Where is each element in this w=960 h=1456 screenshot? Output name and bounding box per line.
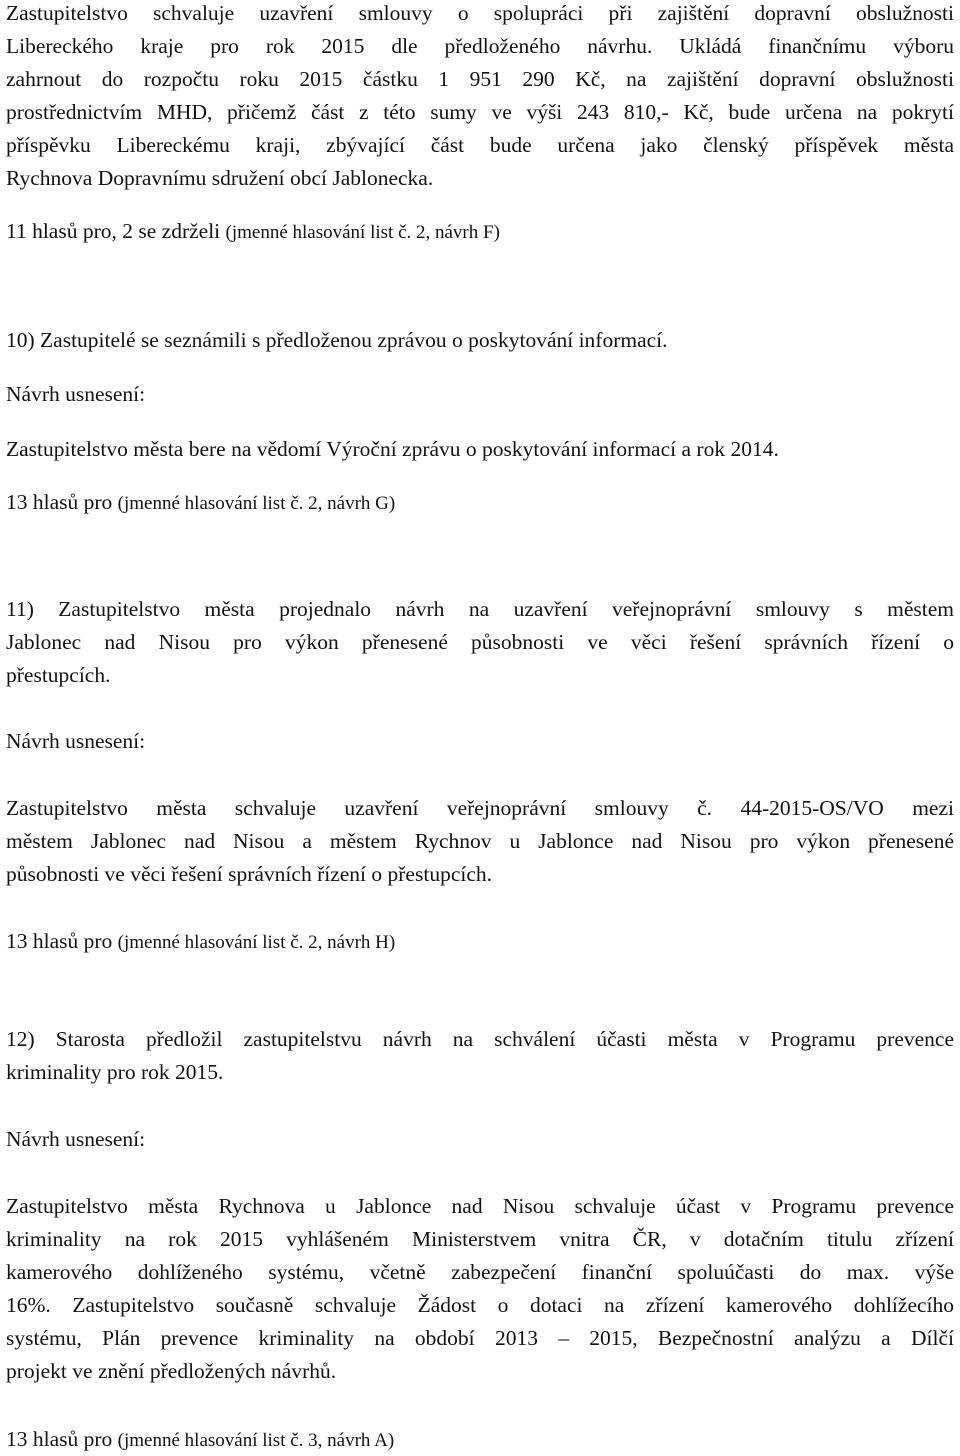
body-line: Libereckého kraje pro rok 2015 dle předloženého návrhu. Ukládá finančnímu výboru — [6, 34, 954, 58]
item-heading: kriminality pro rok 2015. — [6, 1060, 224, 1084]
vote-count: 13 hlasů pro — [6, 1427, 113, 1451]
resolution-text: kamerového dohlíženého systému, včetně zabezpečení finanční spoluúčasti do max. výše — [6, 1260, 954, 1284]
item-heading: přestupcích. — [6, 663, 111, 687]
resolution-text: projekt ve znění předložených návrhů. — [6, 1359, 337, 1383]
resolution-text: systému, Plán prevence kriminality na období 2013 – 2015, Bezpečnostní analýzu a Dílčí — [6, 1326, 954, 1350]
proposal-label: Návrh usnesení: — [6, 382, 146, 406]
body-line: Zastupitelstvo schvaluje uzavření smlouvy o spolupráci při zajištění dopravní obslužnosti — [6, 1, 954, 25]
body-line: Rychnova Dopravnímu sdružení obcí Jablonecka. — [6, 166, 434, 190]
body-line: prostřednictvím MHD, přičemž část z této sumy ve výši 243 810,- Kč, bude určena na pokrytí — [6, 100, 954, 124]
resolution-text: kriminality na rok 2015 vyhlášeném Ministerstvem vnitra ČR, v dotačním titulu zřízení — [6, 1227, 954, 1251]
vote-result — [6, 487, 954, 519]
vote-note: (jmenné hlasování list č. 2, návrh H) — [117, 932, 396, 953]
resolution-text: městem Jablonec nad Nisou a městem Rychnov u Jablonce nad Nisou pro výkon přenesené — [6, 829, 954, 853]
item-heading: 10) Zastupitelé se seznámili s předloženou zprávou o poskytování informací. — [6, 328, 668, 352]
resolution-text: působnosti ve věci řešení správních řízení o přestupcích. — [6, 862, 492, 886]
vote-result — [6, 216, 954, 248]
vote-count: 13 hlasů pro — [6, 490, 113, 514]
resolution-text: 16%. Zastupitelstvo současně schvaluje Žádost o dotaci na zřízení kamerového dohlížecího — [6, 1293, 954, 1317]
body-line: zahrnout do rozpočtu roku 2015 částku 1 951 290 Kč, na zajištění dopravní obslužnosti — [6, 67, 954, 91]
vote-note: (jmenné hlasování list č. 2, návrh F) — [225, 222, 500, 243]
resolution-text: Zastupitelstvo města bere na vědomí Výroční zprávu o poskytování informací a rok 2014. — [6, 437, 779, 461]
body-line: příspěvku Libereckému kraji, zbývající část bude určena jako členský příspěvek města — [6, 133, 954, 157]
resolution-text: Zastupitelstvo města Rychnova u Jablonce nad Nisou schvaluje účast v Programu prevence — [6, 1194, 954, 1218]
item-heading: Jablonec nad Nisou pro výkon přenesené působnosti ve věci řešení správních řízení o — [6, 630, 954, 654]
proposal-label: Návrh usnesení: — [6, 729, 146, 753]
item-heading: 12) Starosta předložil zastupitelstvu návrh na schválení účasti města v Programu prevence — [6, 1027, 954, 1051]
vote-count: 11 hlasů pro, 2 se zdrželi — [6, 219, 221, 243]
vote-result — [6, 1424, 954, 1456]
item-heading: 11) Zastupitelstvo města projednalo návrh na uzavření veřejnoprávní smlouvy s městem — [6, 597, 954, 621]
vote-note: (jmenné hlasování list č. 2, návrh G) — [117, 493, 396, 514]
vote-note: (jmenné hlasování list č. 3, návrh A) — [117, 1430, 395, 1451]
resolution-text: Zastupitelstvo města schvaluje uzavření veřejnoprávní smlouvy č. 44-2015-OS/VO mezi — [6, 796, 954, 820]
vote-count: 13 hlasů pro — [6, 929, 113, 953]
vote-result — [6, 926, 954, 958]
proposal-label: Návrh usnesení: — [6, 1127, 146, 1151]
